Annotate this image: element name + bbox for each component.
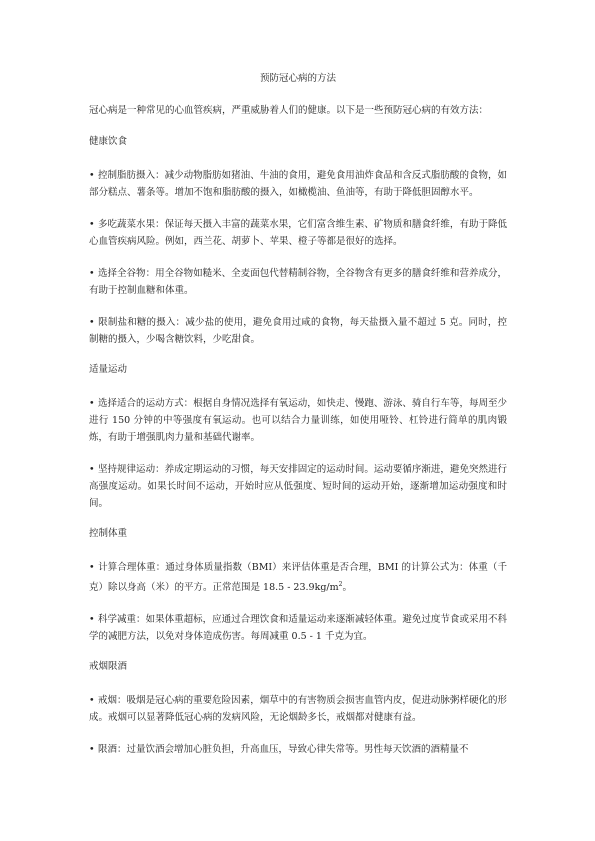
superscript: 2 xyxy=(338,581,343,588)
bullet-text: 戒烟：吸烟是冠心病的重要危险因素，烟草中的有害物质会损害血管内皮，促进动脉粥样硬化的形成。戒烟可以显著降低冠心病的发病风险，无论烟龄多长，戒烟都对健康有益。 xyxy=(89,695,507,724)
bullet-dot: • xyxy=(89,614,95,626)
page-title: 预防冠心病的方法 xyxy=(259,73,336,84)
bullet-dot: • xyxy=(89,170,95,181)
bullet-text: 选择适合的运动方式：根据自身情况选择有氧运动，如快走、慢跑、游泳、骑自行车等，每周至少进行 150 分钟的中等强度有氧运动。也可以结合力量训练，如使用哑铃、杠铃进行简单的肌肉锻炼，有助于增强肌肉力量和基础代谢率。 xyxy=(89,398,507,443)
bullet-item xyxy=(89,265,507,299)
bullet-item xyxy=(89,741,507,758)
bullet-item xyxy=(89,314,507,348)
bullet-text: 科学减重：如果体重超标，应通过合理饮食和适量运动来逐渐减轻体重。避免过度节食或采用不科学的减肥方法，以免对身体造成伤害。每周减重 0.5 - 1 千克为宜。 xyxy=(89,614,507,643)
bullet-item xyxy=(89,461,507,512)
bullet-text: 计算合理体重：通过身体质量指数（BMI）来评估体重是否合理，BMI 的计算公式为：体重（千克）除以身高（米）的平方。正常范围是 18.5 - 23.9kg/m xyxy=(89,562,507,594)
bullet-text: 坚持规律运动：养成定期运动的习惯，每天安排固定的运动时间。运动要循序渐进，避免突然进行高强度运动。如果长时间不运动，开始时应从低强度、短时间的运动开始，逐渐增加运动强度和时间。 xyxy=(89,464,507,509)
section-heading-diet: 健康饮食 xyxy=(89,136,128,147)
intro-paragraph: 冠心病是一种常见的心血管疾病，严重威胁着人们的健康。以下是一些预防冠心病的有效方法： xyxy=(89,105,489,116)
bullet-text: 控制脂肪摄入：减少动物脂肪如猪油、牛油的食用，避免食用油炸食品和含反式脂肪酸的食物，如部分糕点、薯条等。增加不饱和脂肪酸的摄入，如橄榄油、鱼油等，有助于降低胆固醇水平。 xyxy=(89,170,507,198)
section-heading-exercise: 适量运动 xyxy=(89,364,128,375)
bullet-text-tail: 。 xyxy=(342,582,352,594)
bullet-item xyxy=(89,167,507,201)
bullet-dot: • xyxy=(89,317,95,328)
bullet-dot: • xyxy=(89,398,95,409)
bullet-item xyxy=(89,692,507,726)
bullet-dot: • xyxy=(89,268,95,279)
bullet-text: 限制盐和糖的摄入：减少盐的使用，避免食用过咸的食物，每天盐摄入量不超过 5 克。同时，控制糖的摄入，少喝含糖饮料，少吃甜食。 xyxy=(89,317,507,345)
bullet-dot: • xyxy=(89,695,95,707)
document-page xyxy=(89,72,507,773)
bullet-dot: • xyxy=(89,744,95,756)
bullet-dot: • xyxy=(89,464,95,475)
bullet-item xyxy=(89,559,507,596)
bullet-item xyxy=(89,216,507,250)
bullet-text: 限酒：过量饮酒会增加心脏负担，升高血压，导致心律失常等。男性每天饮酒的酒精量不 xyxy=(98,744,469,756)
section-heading-smoking-alcohol: 戒烟限酒 xyxy=(89,661,128,673)
bullet-item xyxy=(89,611,507,645)
bullet-dot: • xyxy=(89,219,95,230)
bullet-text: 选择全谷物：用全谷物如糙米、全麦面包代替精制谷物，全谷物含有更多的膳食纤维和营养成分，有助于控制血糖和体重。 xyxy=(89,268,507,296)
section-heading-weight: 控制体重 xyxy=(89,528,128,539)
bullet-text: 多吃蔬菜水果：保证每天摄入丰富的蔬菜水果，它们富含维生素、矿物质和膳食纤维，有助于降低心血管疾病风险。例如，西兰花、胡萝卜、苹果、橙子等都是很好的选择。 xyxy=(89,219,507,247)
bullet-item xyxy=(89,395,507,446)
bullet-dot: • xyxy=(89,562,95,573)
